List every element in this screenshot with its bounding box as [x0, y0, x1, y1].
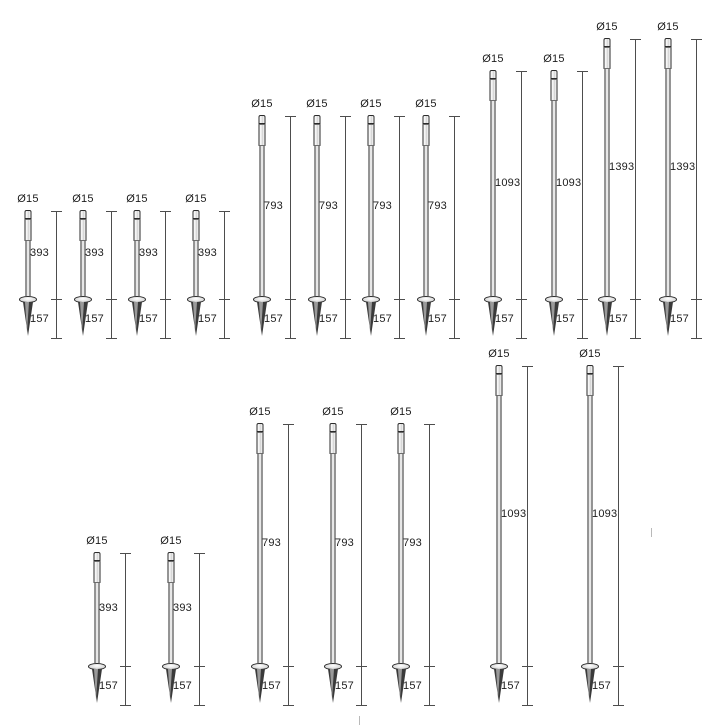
spike-2-tip-label: 157 — [85, 313, 104, 325]
spike-7-diameter-label: Ø15 — [360, 98, 382, 110]
spike-19-length-tick-top — [613, 366, 624, 367]
spike-19-tip-highlight — [587, 669, 591, 699]
spike-1-tip-label: 157 — [30, 313, 49, 325]
spike-9-tip-label: 157 — [495, 313, 514, 325]
spike-15-tip-label: 157 — [262, 680, 281, 692]
spike-19-length-dimension-line — [618, 366, 619, 666]
spike-4-diameter-label: Ø15 — [185, 193, 207, 205]
spike-10-tip-label: 157 — [556, 313, 575, 325]
registration-mark-2 — [359, 716, 360, 725]
spike-1-length-label: 393 — [30, 247, 49, 259]
spike-8-diameter-label: Ø15 — [415, 98, 437, 110]
spike-17-length-label: 793 — [403, 537, 422, 549]
registration-mark-1 — [651, 528, 652, 537]
spike-6-length-label: 793 — [319, 199, 338, 212]
spike-15-diameter-label: Ø15 — [249, 406, 271, 418]
spike-19-cap — [587, 365, 594, 374]
spike-13-tip-label: 157 — [99, 680, 118, 692]
spike-8-length-label: 793 — [428, 199, 447, 212]
spike-16-tip-label: 157 — [335, 680, 354, 692]
spike-18-diameter-label: Ø15 — [488, 348, 510, 360]
spike-4-length-label: 393 — [198, 247, 217, 259]
spike-19-diameter-label: Ø15 — [579, 348, 601, 360]
spike-6-diameter-label: Ø15 — [306, 98, 328, 110]
spike-14-tip-label: 157 — [173, 680, 192, 692]
spike-2-diameter-label: Ø15 — [72, 193, 94, 205]
spike-13-length-label: 393 — [99, 601, 118, 614]
spike-17-diameter-label: Ø15 — [390, 406, 412, 418]
spike-9-length-label: 1093 — [495, 177, 521, 189]
spike-3-length-label: 393 — [139, 247, 158, 259]
spike-19-length-label: 1093 — [592, 508, 618, 520]
spike-11-diameter-label: Ø15 — [596, 21, 618, 33]
spike-15-length-label: 793 — [262, 537, 281, 549]
spike-5-diameter-label: Ø15 — [251, 98, 273, 110]
spike-11-tip-label: 157 — [609, 313, 628, 325]
spike-5-tip-label: 157 — [264, 313, 283, 325]
spike-3-tip-label: 157 — [139, 313, 158, 325]
spike-19-tip-tick-bottom — [613, 705, 624, 706]
spike-6-tip-label: 157 — [319, 313, 338, 325]
spike-16-length-label: 793 — [335, 537, 354, 549]
spike-19-shaft — [588, 396, 593, 663]
spike-12-diameter-label: Ø15 — [657, 21, 679, 33]
spike-5-length-label: 793 — [264, 199, 283, 212]
spike-19-tip-dimension-line — [618, 666, 619, 705]
spike-14-diameter-label: Ø15 — [160, 535, 182, 547]
spike-18-length-label: 1093 — [501, 508, 527, 520]
spike-8-tip-label: 157 — [428, 313, 447, 325]
spike-1-diameter-label: Ø15 — [17, 193, 39, 205]
spike-7-tip-label: 157 — [373, 313, 392, 325]
spike-19-tip-label: 157 — [592, 680, 611, 692]
spike-2-length-label: 393 — [85, 247, 104, 259]
spike-13-diameter-label: Ø15 — [86, 535, 108, 547]
spike-3-diameter-label: Ø15 — [126, 193, 148, 205]
spike-17-tip-label: 157 — [403, 680, 422, 692]
spike-18-tip-label: 157 — [501, 680, 520, 692]
spike-19-collar — [587, 374, 594, 396]
spike-10-length-label: 1093 — [556, 177, 582, 189]
spike-9-diameter-label: Ø15 — [482, 53, 504, 65]
spike-12-tip-label: 157 — [670, 313, 689, 325]
spike-10-diameter-label: Ø15 — [543, 53, 565, 65]
spike-11-length-label: 1393 — [609, 161, 635, 173]
spike-7-length-label: 793 — [373, 199, 392, 212]
spike-16-diameter-label: Ø15 — [322, 406, 344, 418]
spike-12-length-label: 1393 — [670, 161, 696, 173]
spike-14-length-label: 393 — [173, 601, 192, 614]
spike-4-tip-label: 157 — [198, 313, 217, 325]
